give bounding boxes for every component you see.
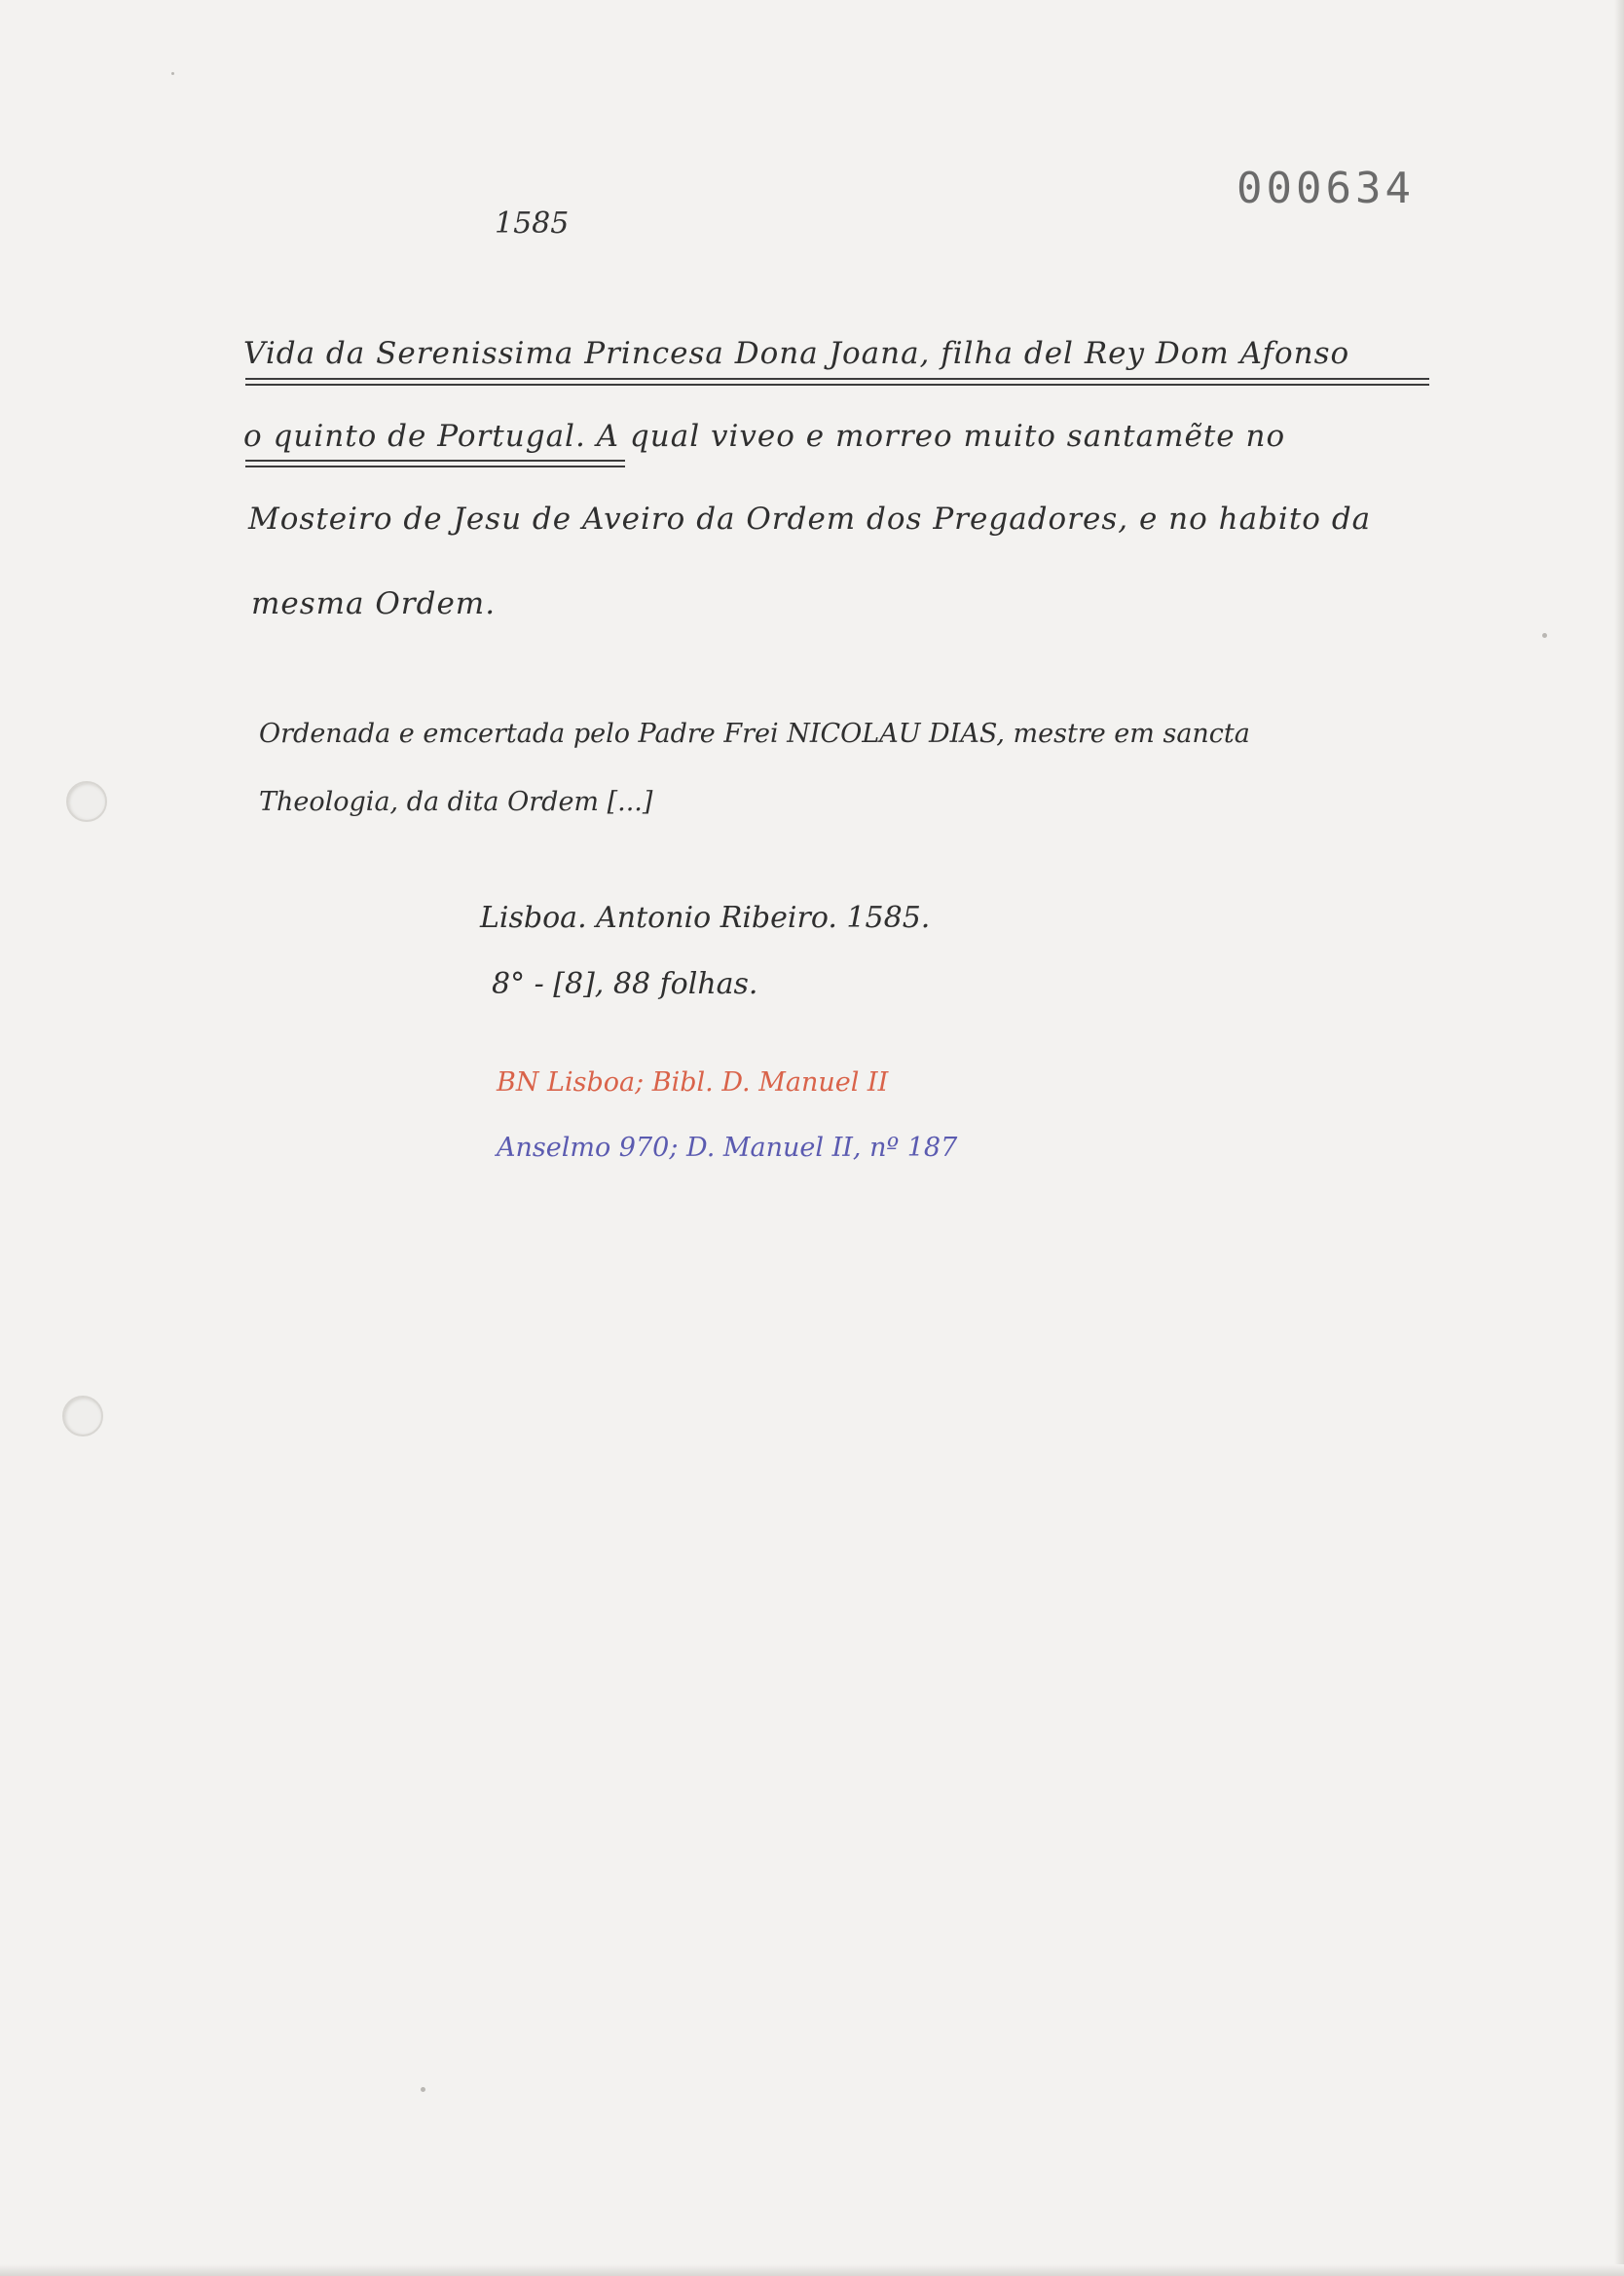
title-underline: [245, 460, 625, 462]
subtitle-line-1: Ordenada e emcertada pelo Padre Frei NICOLAU DIAS, mestre em sancta: [259, 719, 1250, 749]
paper-speck: [421, 2087, 425, 2092]
paper-speck: [171, 72, 174, 75]
holdings-reference: BN Lisboa; Bibl. D. Manuel II: [497, 1067, 889, 1098]
title-line-4: mesma Ordem.: [251, 586, 497, 621]
title-underline: [245, 378, 1429, 380]
catalogue-reference: Anselmo 970; D. Manuel II, nº 187: [497, 1133, 958, 1163]
title-line-2: o quinto de Portugal. A qual viveo e morreo muito santamẽte no: [243, 419, 1286, 454]
punch-hole: [62, 1396, 103, 1436]
title-line-3: Mosteiro de Jesu de Aveiro da Ordem dos Pregadores, e no habito da: [248, 502, 1372, 537]
punch-hole: [66, 781, 107, 822]
paper-edge: [0, 2264, 1624, 2276]
subtitle-line-2: Theologia, da dita Ordem [...]: [259, 787, 653, 817]
title-underline: [245, 466, 625, 467]
title-underline: [245, 384, 1429, 386]
collation-line: 8° - [8], 88 folhas.: [492, 967, 758, 1001]
imprint-line: Lisboa. Antonio Ribeiro. 1585.: [480, 901, 931, 935]
paper-speck: [1542, 633, 1547, 638]
year-heading: 1585: [495, 206, 570, 241]
title-line-1: Vida da Serenissima Princesa Dona Joana, filha del Rey Dom Afonso: [243, 336, 1350, 371]
record-number: 000634: [1236, 164, 1415, 213]
paper-edge: [1614, 0, 1624, 2276]
